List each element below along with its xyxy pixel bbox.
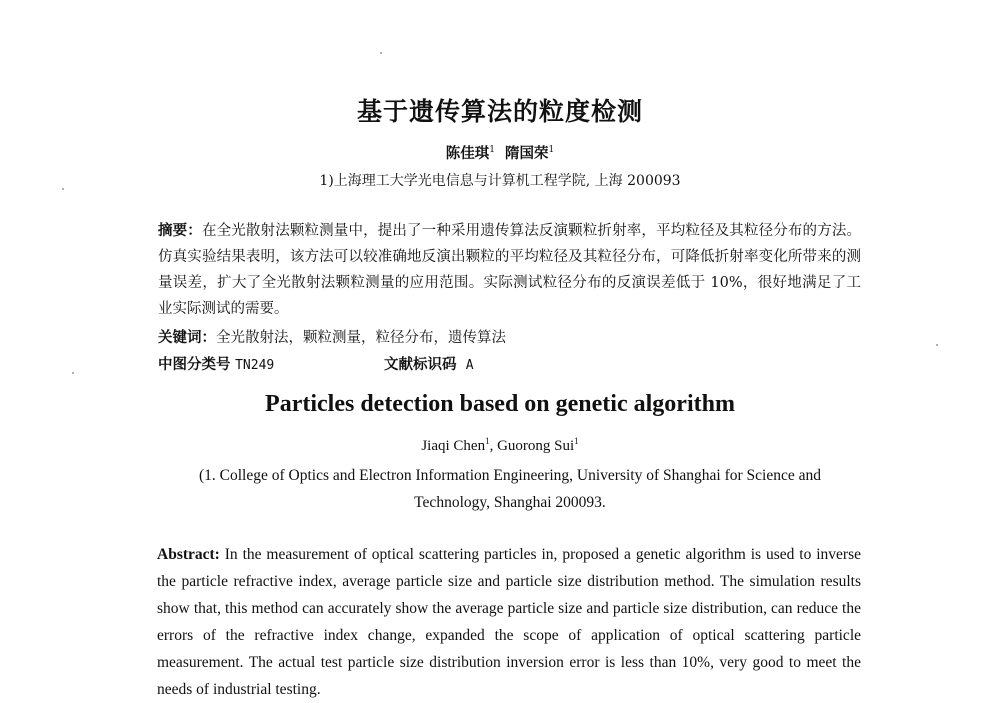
author-name: 陈佳琪 [445,145,490,162]
classification-value: TN249 [235,358,275,373]
classification-label: 中图分类号 [158,356,231,373]
classification-line [158,354,861,377]
author-name: Guorong Sui [497,438,575,454]
chinese-keywords [158,327,861,349]
author-affiliation-mark: 1 [485,436,490,446]
chinese-authors [0,142,1000,163]
abstract-text: In the measurement of optical scattering particles in, proposed a genetic algorithm is used to inverse the particle refractive index, average particle size and particle size distribution method. The simulation results show that, this method can accurately show the average particle size and particle size distribution, can reduce the errors of the refractive index change, expanded the scope of application of optical scattering particle measurement. The actual test particle size distribution inversion error is less than 10%, very good to meet the needs of industrial testing. [157,546,861,698]
chinese-affiliation: 1)上海理工大学光电信息与计算机工程学院, 上海 200093 [319,173,681,189]
chinese-title: 基于遗传算法的粒度检测 [356,97,643,126]
author-affiliation-mark: 1 [548,145,555,156]
english-title: Particles detection based on genetic algorithm [265,391,735,417]
abstract-label: 摘要： [158,222,202,239]
author-affiliation-mark: 1 [574,436,579,446]
author-name: 隋国荣 [505,145,549,162]
keywords-text: 全光散射法，颗粒测量，粒径分布，遗传算法 [216,330,506,346]
scan-speck [72,372,74,374]
document-code-label: 文献标识码 [384,356,457,373]
abstract-text: 在全光散射法颗粒测量中，提出了一种采用遗传算法反演颗粒折射率，平均粒径及其粒径分布的方法。仿真实验结果表明，该方法可以较准确地反演出颗粒的平均粒径及其粒径分布，可降低折射率变化所带来的测量误差，扩大了全光散射法颗粒测量的应用范围。实际测试粒径分布的反演误差低于 10%，很好地满足了工业实际测试的需要。 [158,223,862,317]
english-authors [0,436,1000,455]
author-name: Jiaqi Chen [421,438,486,454]
keywords-label: 关键词： [158,329,216,346]
author-separator: , [489,438,498,454]
document-code [384,354,474,377]
english-abstract [157,541,861,703]
english-affiliation: (1. College of Optics and Electron Information Engineering, University of Shanghai for Science and Technology, Shanghai 200093. [199,467,821,511]
author-affiliation-mark: 1 [489,145,495,156]
chinese-abstract [158,218,861,322]
abstract-label: Abstract: [157,546,220,563]
scan-speck [936,344,938,346]
document-code-value: A [465,358,474,373]
scan-speck [380,52,382,54]
